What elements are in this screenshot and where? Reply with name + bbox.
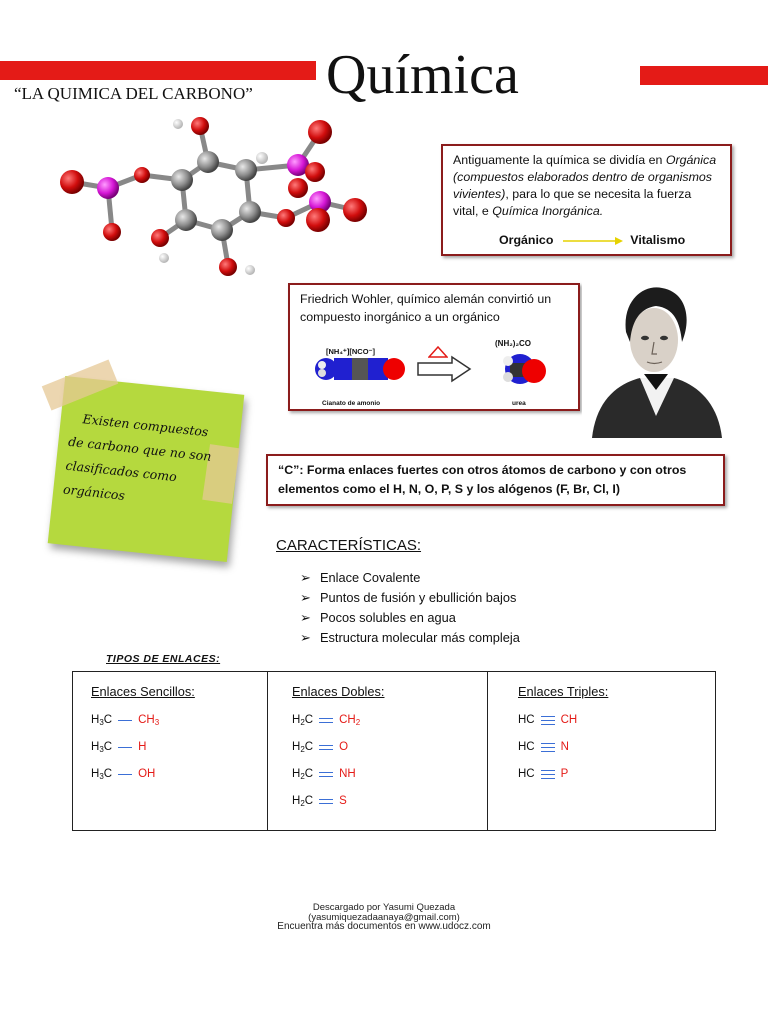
atom-right: O — [339, 741, 349, 753]
double-bond-icon — [319, 796, 333, 806]
formula-left — [292, 795, 313, 807]
formula-right — [339, 714, 360, 726]
formula-left — [518, 768, 535, 780]
formula-row — [292, 739, 348, 755]
molecule-illustration — [50, 110, 380, 285]
atom-right: N — [560, 741, 569, 753]
sticky-line-2: de carbono que no son — [67, 433, 213, 464]
wohler-portrait — [582, 282, 728, 438]
single-bond-icon — [118, 769, 132, 779]
vitalismo-label: Vitalismo — [630, 233, 686, 247]
atom-right: P — [560, 768, 569, 780]
footer-link: Encuentra más documentos en www.udocz.com — [277, 921, 491, 932]
formula-right — [561, 714, 578, 726]
wohler-box — [288, 283, 580, 411]
list-item-text: Estructura molecular más compleja — [320, 630, 520, 645]
formula-right — [138, 714, 159, 726]
arrow-bullet-icon: ➢ — [300, 570, 311, 585]
sticky-line-3: clasificados como — [64, 457, 178, 485]
atom-left-c: C — [304, 768, 314, 780]
double-bond-icon — [319, 715, 333, 725]
formula-right — [561, 741, 569, 753]
formula-row — [91, 712, 159, 728]
atom-right: CH — [339, 714, 356, 726]
triple-bond-icon — [541, 742, 555, 752]
col-triples — [487, 672, 715, 830]
formula-right — [339, 768, 356, 780]
formula-row — [292, 766, 356, 782]
tipos-enlaces-title: TIPOS DE ENLACES: — [106, 653, 221, 665]
atom-left: H — [292, 795, 301, 807]
atom-left: H — [91, 768, 100, 780]
formula-left — [518, 741, 535, 753]
formula-left — [91, 741, 112, 753]
formula-row — [518, 739, 569, 755]
triple-bond-icon — [541, 769, 555, 779]
single-bond-icon — [118, 742, 132, 752]
formula-left — [292, 768, 313, 780]
atom-left: HC — [518, 741, 535, 753]
arrow-bullet-icon: ➢ — [300, 630, 311, 645]
atom-right: H — [138, 741, 147, 753]
vitalismo-row — [499, 232, 685, 249]
organico-label: Orgánico — [499, 233, 554, 247]
header-dobles: Enlaces Dobles: — [292, 684, 385, 699]
atom-left: HC — [518, 768, 535, 780]
formula-left — [91, 714, 112, 726]
subscript-left: 2 — [300, 772, 305, 781]
caracteristicas-list — [300, 569, 520, 649]
carbon-text: “C”: Forma enlaces fuertes con otros átomos de carbono y con otros elementos como el H, N, O, P, S y los alógenos (F, Br, Cl, I) — [278, 463, 687, 496]
atom-left-c: C — [304, 714, 314, 726]
formula-right — [138, 741, 146, 753]
double-bond-icon — [319, 742, 333, 752]
formula-row — [518, 712, 577, 728]
caracteristicas-title: CARACTERÍSTICAS: — [276, 537, 422, 554]
list-item-text: Enlace Covalente — [320, 570, 421, 585]
history-text-2: , para lo que se necesita la fuerza vital, e — [453, 187, 692, 218]
single-bond-icon — [118, 715, 132, 725]
subscript-left: 3 — [99, 745, 104, 754]
carbon-box — [266, 454, 725, 506]
formula-right — [561, 768, 569, 780]
cyanate-formula: [NH₄⁺][NCO⁻] — [326, 347, 375, 356]
formula-row — [518, 766, 568, 782]
sticky-note-text — [62, 406, 231, 518]
subscript-left: 2 — [300, 718, 305, 727]
formula-right — [339, 795, 347, 807]
history-box — [441, 144, 732, 256]
atom-left-c: C — [103, 741, 113, 753]
sticky-line-1: Existen compuestos — [81, 411, 210, 440]
atom-right: CH — [560, 714, 578, 726]
formula-row — [91, 766, 155, 782]
col-sencillos — [73, 672, 267, 830]
atom-left: H — [292, 741, 301, 753]
footer-downloaded-by: Descargado por Yasumi Quezada — [312, 902, 456, 913]
list-item-text: Pocos solubles en agua — [320, 610, 456, 625]
sticky-line-4: orgánicos — [62, 481, 126, 503]
cyanate-caption: Cianato de amonio — [322, 400, 381, 407]
subscript-left: 2 — [300, 799, 305, 808]
atom-left: H — [292, 768, 301, 780]
history-italic-1: Orgánica (compuestos elaborados dentro de organismos vivientes) — [453, 153, 717, 201]
subscript-left: 3 — [99, 772, 104, 781]
subscript-left: 2 — [300, 745, 305, 754]
atom-left: HC — [518, 714, 535, 726]
atom-left: H — [292, 714, 301, 726]
list-item-text: Puntos de fusión y ebullición bajos — [320, 590, 517, 605]
yellow-arrow-icon — [561, 236, 623, 246]
triple-bond-icon — [541, 715, 555, 725]
atom-left-c: C — [103, 714, 113, 726]
atom-left: H — [91, 741, 100, 753]
atom-right: OH — [138, 768, 156, 780]
header-bar-left — [0, 61, 316, 80]
atom-left-c: C — [304, 795, 314, 807]
header-bar-right — [640, 66, 768, 85]
list-item — [300, 629, 520, 649]
formula-left — [91, 768, 112, 780]
formula-right — [339, 741, 348, 753]
subscript-left: 3 — [99, 718, 104, 727]
page-title: Química — [326, 44, 519, 106]
atom-right: S — [339, 795, 347, 807]
history-italic-2: Química Inorgánica. — [492, 204, 604, 218]
history-text-1: Antiguamente la química se dividía en — [453, 153, 666, 167]
heat-triangle-icon — [428, 346, 448, 358]
formula-row — [292, 793, 347, 809]
atom-left-c: C — [103, 768, 113, 780]
wohler-text: Friedrich Wohler, químico alemán convirtió un compuesto inorgánico a un orgánico — [300, 292, 552, 324]
arrow-bullet-icon: ➢ — [300, 610, 311, 625]
bond-types-table — [72, 671, 716, 831]
atom-right: NH — [339, 768, 356, 780]
double-bond-icon — [319, 769, 333, 779]
header-sencillos: Enlaces Sencillos: — [91, 684, 195, 699]
formula-right — [138, 768, 155, 780]
urea-caption: urea — [512, 400, 526, 407]
formula-row — [292, 712, 360, 728]
atom-left: H — [91, 714, 100, 726]
arrow-bullet-icon: ➢ — [300, 590, 311, 605]
list-item — [300, 589, 520, 609]
page-subtitle: “LA QUIMICA DEL CARBONO” — [14, 84, 253, 103]
formula-left — [292, 714, 313, 726]
atom-left-c: C — [304, 741, 314, 753]
list-item — [300, 609, 520, 629]
header-triples: Enlaces Triples: — [518, 684, 609, 699]
formula-row — [91, 739, 146, 755]
subscript-right: 2 — [355, 718, 361, 727]
col-dobles — [267, 672, 487, 830]
formula-left — [518, 714, 535, 726]
atom-right: CH — [138, 714, 155, 726]
footer-email: (yasumiquezadaanaya@gmail.com) — [308, 912, 460, 923]
list-item — [300, 569, 520, 589]
formula-left — [292, 741, 313, 753]
subscript-right: 3 — [154, 718, 160, 727]
urea-formula: (NH₂)₂CO — [495, 339, 531, 348]
